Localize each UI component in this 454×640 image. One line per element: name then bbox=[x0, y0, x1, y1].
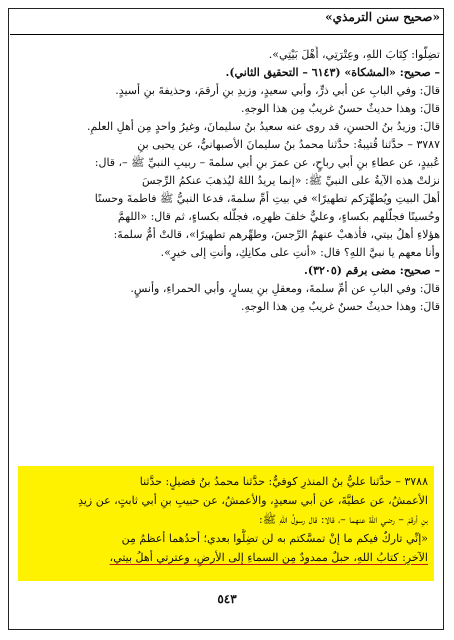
text-line: قالَ: وهذا حديثٌ حسنٌ غريبٌ مِن هذا الوجهِ. bbox=[240, 300, 440, 313]
text-line: الأعمشُ، عن عطيَّةَ، عن أبي سعيدٍ، والأعمشُ، عن حبيبِ بنِ أبي ثابتٍ، عن زيدِ bbox=[78, 494, 428, 507]
text-line: هؤلاءِ أهلُ بيتي، فأذهبْ عنهمُ الرِّجسَ، وطهِّرهم تطهيرًا»، قالتْ أمُّ سلمةَ: bbox=[113, 228, 440, 241]
text-line: قالَ: وفي البابِ عن أبي ذرٍّ، وأبي سعيدٍ، وزيدِ بنِ أرقمَ، وحذيفةَ بنِ أسيدٍ. bbox=[115, 84, 440, 97]
grading-line: – صحيح: مضى برقم (٣٢٠٥). bbox=[304, 264, 440, 277]
header-title: «صحيح سنن الترمذي» bbox=[325, 10, 440, 24]
text-line: قالَ: وزيدُ بنُ الحسنِ، قد روى عنه سعيدُ بنُ سليمانَ، وغيرُ واحدٍ مِن أهلِ العلمِ. bbox=[86, 120, 440, 133]
page-number: ٥٤٣ bbox=[217, 592, 237, 606]
running-header bbox=[10, 6, 444, 32]
text-line: بنِ أرقمَ – رضي اللهُ عنهما –، قالا: قال رسولُ اللهِ ﷺ: bbox=[258, 513, 428, 526]
underlined-line: الآخرِ: كتابُ اللهِ، حبلٌ ممدودٌ مِن السماءِ إلى الأرضِ، وعترتي أهلُ بيتي، bbox=[109, 551, 428, 564]
text-line: أهلَ البيتِ ويُطهِّرَكم تطهيرًا» في بيتِ أمِّ سلمةَ، فدعا النبيُّ ﷺ فاطمةَ وحسنًا bbox=[94, 192, 440, 205]
text-line: «إنِّي تاركٌ فيكم ما إنْ تمسَّكتم به لن تضِلُّوا بعدي؛ أحدُهما أعظمُ مِن bbox=[121, 532, 428, 545]
highlighted-hadith bbox=[26, 472, 428, 567]
hadith-3787-line: ٣٧٨٧ – حدَّثنا قُتيبةُ: حدَّثنا محمدُ بنُ سليمانَ الأصبهانيُّ، عن يحيى بنِ bbox=[137, 138, 440, 151]
text-line: نزلتْ هذه الآيةُ على النبيِّ ﷺ: «إنما يريدُ اللهُ ليُذهبَ عنكمُ الرِّجسَ bbox=[141, 174, 440, 187]
body-text bbox=[12, 46, 440, 316]
grading-line: – صحيح: «المشكاة» (٦١٤٣ – التحقيق الثاني). bbox=[225, 66, 440, 79]
hadith-3788-line: ٣٧٨٨ – حدَّثنا عليُّ بنُ المنذرِ كوفيٌّ: حدَّثنا محمدُ بنُ فضيلٍ: حدَّثنا bbox=[139, 475, 428, 488]
text-line: وأنا معهم يا نبيَّ اللهِ؟ قال: «أنتِ على مكانِكِ، وأنتِ إلى خيرٍ». bbox=[160, 246, 440, 259]
text-line: وحُسينًا فجلَّلهم بكساءٍ، وعليٌّ خلفَ ظهرِه، فجلَّله بكساءٍ، ثم قال: «اللهمَّ bbox=[117, 210, 440, 223]
text-line: عُبيدٍ، عن عطاءِ بنِ أبي رباحٍ، عن عمرَ بنِ أبي سلمةَ – ربيبِ النبيِّ ﷺ –، قال: bbox=[94, 156, 440, 169]
text-line: تضِلُّوا: كِتَابَ اللهِ، وعِتْرَتِي، أَهْلَ بَيْتِي». bbox=[268, 48, 440, 61]
text-line: قالَ: وهذا حديثٌ حسنٌ غريبٌ مِن هذا الوجهِ. bbox=[240, 102, 440, 115]
text-line: قالَ: وفي البابِ عن أمِّ سلمةَ، ومعقلِ بنِ يسارٍ، وأبي الحمراءِ، وأنسٍ. bbox=[130, 282, 440, 295]
header-rule bbox=[10, 34, 444, 35]
